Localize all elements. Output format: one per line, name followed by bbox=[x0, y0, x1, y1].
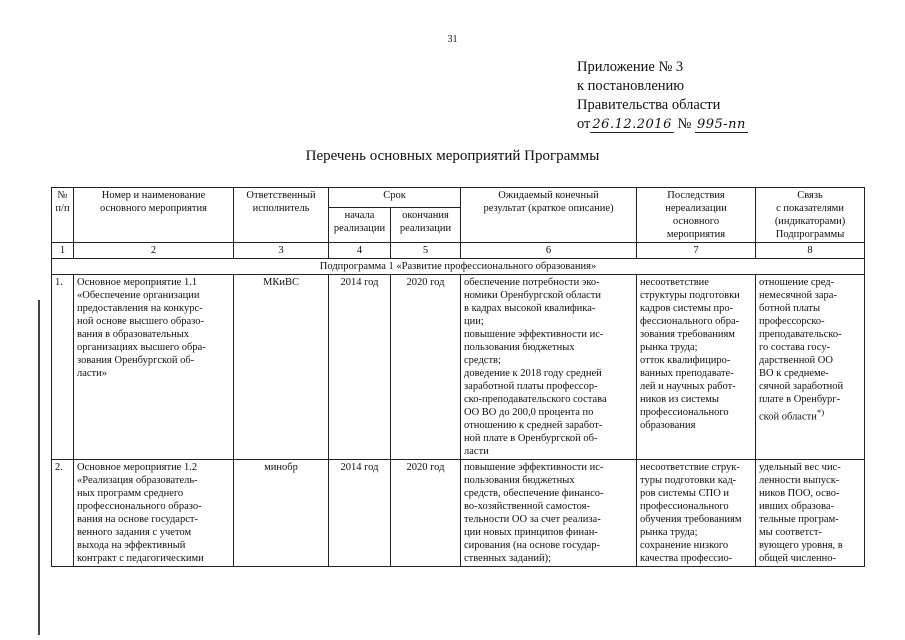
appendix-block bbox=[577, 58, 748, 134]
row-result: обеспечение потребности эко- номики Оренбургской области в кадрах высокой квалифика- ции; повышение эффективности ис- пользования бюджетных средств; доведение к 2018 году средней заработной платы профессор- ско-преподавательского состава ОО ВО до 200,0 процента по отношению к средней заработ- ной плате в Оренбургской об- ласти bbox=[461, 275, 637, 460]
row-executor: минобр bbox=[234, 460, 329, 567]
footnote-mark: *) bbox=[816, 407, 825, 417]
row-end: 2020 год bbox=[391, 460, 461, 567]
row-link-cell bbox=[756, 275, 865, 460]
column-number: 1 bbox=[52, 243, 74, 259]
appendix-line-2: к постановлению bbox=[577, 78, 685, 94]
header-link: Связь с показателями (индикаторами) Подпрограммы bbox=[756, 188, 865, 243]
header-row bbox=[52, 188, 865, 208]
subprogram-title: Подпрограмма 1 «Развитие профессионального образования» bbox=[52, 259, 865, 275]
column-number: 3 bbox=[234, 243, 329, 259]
column-number: 8 bbox=[756, 243, 865, 259]
row-num: 2. bbox=[52, 460, 74, 567]
scan-margin-line bbox=[38, 300, 40, 635]
column-number: 5 bbox=[391, 243, 461, 259]
header-executor: Ответственный исполнитель bbox=[234, 188, 329, 243]
row-executor: МКиВС bbox=[234, 275, 329, 460]
date-prefix: от bbox=[577, 116, 591, 132]
appendix-line-3: Правительства области bbox=[577, 97, 721, 113]
column-number: 4 bbox=[329, 243, 391, 259]
row-start: 2014 год bbox=[329, 460, 391, 567]
subprogram-row bbox=[52, 259, 865, 275]
handwritten-date: 26.12.2016 bbox=[592, 117, 672, 132]
header-num: № п/п bbox=[52, 188, 74, 243]
column-number-row bbox=[52, 243, 865, 259]
row-start: 2014 год bbox=[329, 275, 391, 460]
row-num: 1. bbox=[52, 275, 74, 460]
header-end: окончания реализации bbox=[391, 207, 461, 242]
appendix-date-line bbox=[577, 115, 748, 134]
handwritten-number: 995-пп bbox=[696, 117, 746, 132]
activities-table bbox=[51, 187, 865, 567]
row-name: Основное мероприятие 1.1 «Обеспечение организации предоставления на конкурс- ной основе высшего образо- вания в образовательных организациях высшего обра- зования Оренбургской об- ласти» bbox=[74, 275, 234, 460]
header-period: Срок bbox=[329, 188, 461, 208]
row-name: Основное мероприятие 1.2 «Реализация образователь- ных программ среднего профессионального образо- вания на основе государст- венного задания с учетом выхода на эффективный контракт с педагогическими bbox=[74, 460, 234, 567]
row-result: повышение эффективности ис- пользования бюджетных средств, обеспечение финансо- во-хозяйственной самостоя- тельности ОО за счет реализа- ции новых принципов финан- сирования (на основе государ- ственных заданий); bbox=[461, 460, 637, 567]
appendix-line-1: Приложение № 3 bbox=[577, 59, 684, 75]
column-number: 6 bbox=[461, 243, 637, 259]
header-result: Ожидаемый конечный результат (краткое описание) bbox=[461, 188, 637, 243]
row-link: удельный вес чис- ленности выпуск- ников ПОО, осво- ивших образова- тельные програм- мы соответст- вующего уровня, в общей численно- bbox=[756, 460, 865, 567]
table-row bbox=[52, 460, 865, 567]
column-number: 2 bbox=[74, 243, 234, 259]
column-number: 7 bbox=[637, 243, 756, 259]
number-prefix: № bbox=[677, 116, 692, 132]
row-consequences: несоответствие струк- туры подготовки кад- ров системы СПО и профессионального обучения требованиям рынка труда; сохранение низкого качества профессио- bbox=[637, 460, 756, 567]
table-row bbox=[52, 275, 865, 460]
header-start: начала реализации bbox=[329, 207, 391, 242]
row-link: отношение сред- немесячной зара- ботной платы профессорско- преподавательско- го состава госу- дарственной ОО ВО к среднеме- сячной заработной плате в Оренбург- ской области bbox=[759, 277, 844, 423]
header-name: Номер и наименование основного мероприятия bbox=[74, 188, 234, 243]
header-consequences: Последствия нереализации основного мероприятия bbox=[637, 188, 756, 243]
row-consequences: несоответствие структуры подготовки кадров системы про- фессионального обра- зования требованиям рынка труда; отток квалифициро- ванных преподавате- лей и научных работ- ников из системы профессионального образования bbox=[637, 275, 756, 460]
document-title: Перечень основных мероприятий Программы bbox=[305, 148, 600, 164]
row-end: 2020 год bbox=[391, 275, 461, 460]
page-number: 31 bbox=[447, 34, 458, 45]
